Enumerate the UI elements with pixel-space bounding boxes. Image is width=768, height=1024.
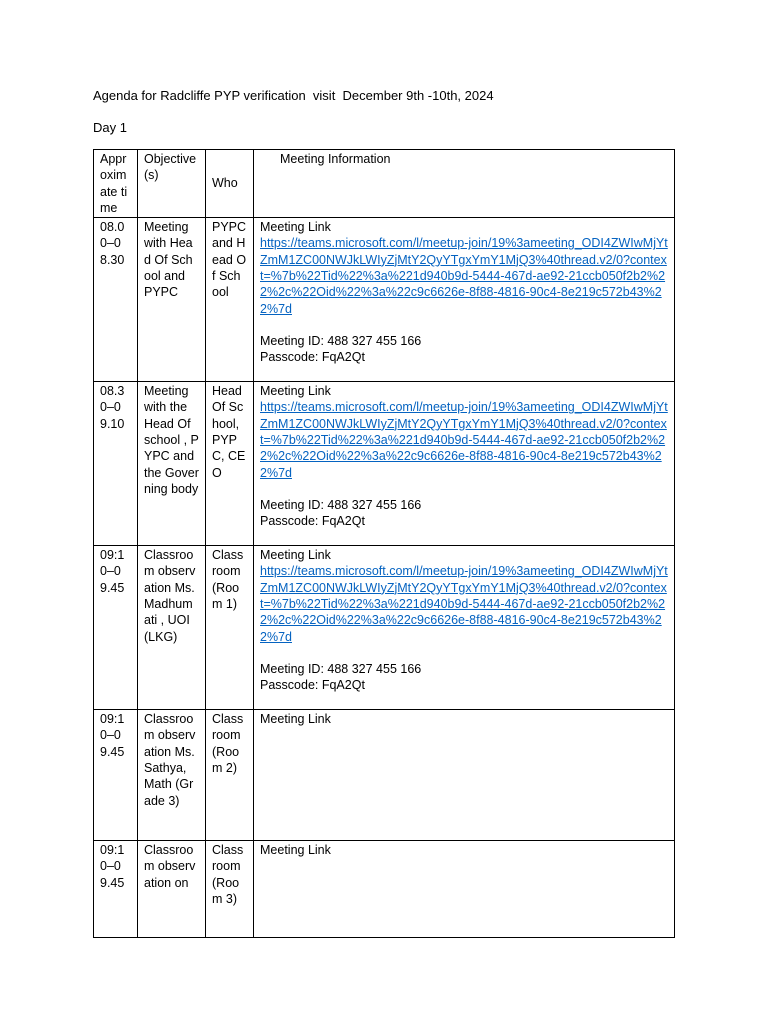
header-meeting-info: Meeting Information xyxy=(254,150,675,218)
cell-meeting-info xyxy=(254,382,675,546)
cell-who: Classroom (Room 2) xyxy=(206,710,254,841)
table-row xyxy=(94,710,675,841)
meeting-passcode: Passcode: FqA2Qt xyxy=(260,678,365,693)
agenda-table xyxy=(93,149,675,938)
meeting-link-label: Meeting Link xyxy=(260,712,331,727)
table-row xyxy=(94,218,675,382)
cell-who: Classroom (Room 1) xyxy=(206,546,254,710)
cell-time: 09:10–09.45 xyxy=(94,546,138,710)
header-time: Approximate time xyxy=(94,150,138,218)
cell-who: PYPC and Head Of School xyxy=(206,218,254,382)
cell-objective: Classroom observation on xyxy=(138,841,206,938)
cell-time: 08.00–08.30 xyxy=(94,218,138,382)
cell-meeting-info xyxy=(254,546,675,710)
meeting-link[interactable]: https://teams.microsoft.com/l/meetup-join/19%3ameeting_ODI4ZWIwMjYtZmM1ZC00NWJkLWIyZjMtY2QyYTgxYmY1MjQ3%40thread.v2/0?context=%7b%22Tid%22%3a%221d940b9d-5444-467d-ae92-21ccb050f2b2%22%2c%22Oid%22%3a%22c9c6626e-8f88-4816-90c4-8e219c572b43%22%7d xyxy=(260,400,668,480)
cell-time: 09:10–09.45 xyxy=(94,710,138,841)
document-title: Agenda for Radcliffe PYP verification visit December 9th -10th, 2024 xyxy=(93,88,494,103)
cell-meeting-info xyxy=(254,710,675,841)
meeting-passcode: Passcode: FqA2Qt xyxy=(260,350,365,365)
table-header-row xyxy=(94,150,675,218)
cell-who: Classroom (Room 3) xyxy=(206,841,254,938)
cell-time: 08.30–09.10 xyxy=(94,382,138,546)
meeting-link-label: Meeting Link xyxy=(260,548,331,563)
meeting-id: Meeting ID: 488 327 455 166 xyxy=(260,497,422,512)
table-row xyxy=(94,841,675,938)
meeting-link-label: Meeting Link xyxy=(260,843,331,858)
day-label: Day 1 xyxy=(93,120,127,135)
meeting-id: Meeting ID: 488 327 455 166 xyxy=(260,661,422,676)
meeting-passcode: Passcode: FqA2Qt xyxy=(260,514,365,529)
cell-meeting-info xyxy=(254,218,675,382)
meeting-link[interactable]: https://teams.microsoft.com/l/meetup-join/19%3ameeting_ODI4ZWIwMjYtZmM1ZC00NWJkLWIyZjMtY2QyYTgxYmY1MjQ3%40thread.v2/0?context=%7b%22Tid%22%3a%221d940b9d-5444-467d-ae92-21ccb050f2b2%22%2c%22Oid%22%3a%22c9c6626e-8f88-4816-90c4-8e219c572b43%22%7d xyxy=(260,236,668,316)
meeting-id: Meeting ID: 488 327 455 166 xyxy=(260,333,422,348)
cell-time: 09:10–09.45 xyxy=(94,841,138,938)
cell-objective: Meeting with the Head Of school , PYPC and the Governing body xyxy=(138,382,206,546)
cell-objective: Meeting with Head Of School and PYPC xyxy=(138,218,206,382)
table-row xyxy=(94,546,675,710)
meeting-link-label: Meeting Link xyxy=(260,384,331,399)
meeting-link[interactable]: https://teams.microsoft.com/l/meetup-join/19%3ameeting_ODI4ZWIwMjYtZmM1ZC00NWJkLWIyZjMtY2QyYTgxYmY1MjQ3%40thread.v2/0?context=%7b%22Tid%22%3a%221d940b9d-5444-467d-ae92-21ccb050f2b2%22%2c%22Oid%22%3a%22c9c6626e-8f88-4816-90c4-8e219c572b43%22%7d xyxy=(260,564,668,644)
header-who: Who xyxy=(206,150,254,218)
table-row xyxy=(94,382,675,546)
cell-meeting-info xyxy=(254,841,675,938)
cell-objective: Classroom observation Ms.Sathya, Math (Grade 3) xyxy=(138,710,206,841)
cell-objective: Classroom observation Ms.Madhumati , UOI (LKG) xyxy=(138,546,206,710)
header-objectives: Objective(s) xyxy=(138,150,206,218)
meeting-link-label: Meeting Link xyxy=(260,220,331,235)
cell-who: Head Of School, PYPC, CEO xyxy=(206,382,254,546)
